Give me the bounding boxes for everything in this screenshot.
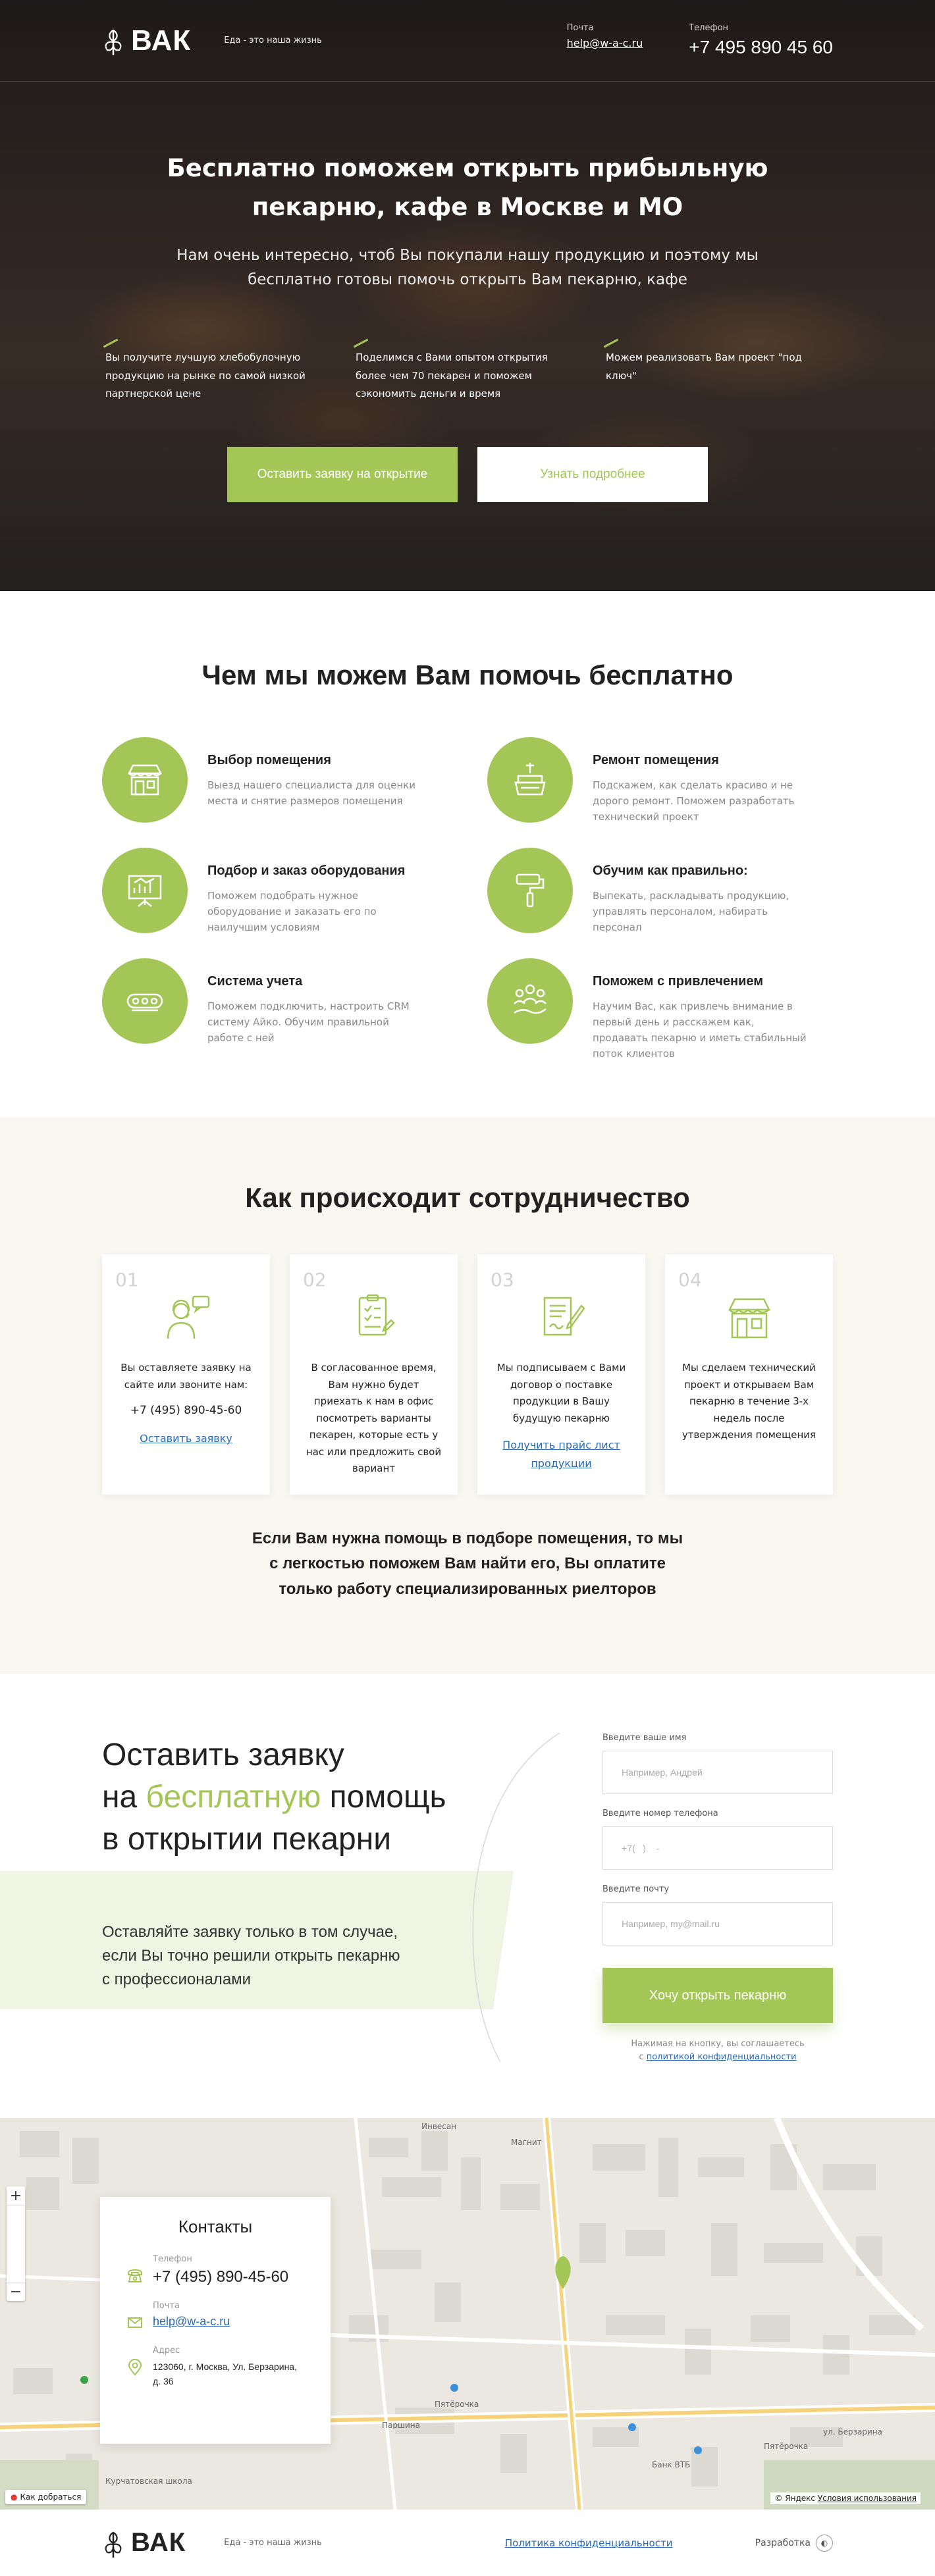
contract-icon	[535, 1291, 588, 1344]
map-label: Пятёрочка	[435, 2400, 479, 2409]
step-text: Мы подписываем с Вами договор о поставке продукции в Вашу будущую пекарню	[496, 1362, 626, 1424]
envelope-icon	[126, 2314, 144, 2331]
privacy-policy-link[interactable]: политикой конфиденциальности	[646, 2051, 797, 2062]
checklist-icon	[348, 1291, 400, 1344]
help-item-text: Поможем подобрать нужное оборудование и заказать его по наилучшим условиям	[207, 890, 377, 933]
step-card	[290, 1254, 458, 1495]
consent-prefix: с	[639, 2051, 647, 2062]
contact-phone-row	[126, 2254, 304, 2286]
help-grid	[102, 737, 833, 1060]
help-item-text: Выпекать, раскладывать продукцию, управлять персоналом, набирать персонал	[593, 890, 789, 933]
header-phone[interactable]: +7 495 890 45 60	[689, 37, 833, 57]
paint-tray-icon	[487, 737, 573, 823]
form-description	[102, 1920, 400, 1992]
request-form	[602, 1733, 833, 2063]
cooperation-section	[0, 1118, 935, 1674]
email-label: Почта	[566, 23, 594, 33]
operator-icon	[160, 1291, 213, 1344]
decorative-curve	[448, 1726, 566, 2069]
contact-address-label: Адрес	[153, 2346, 180, 2356]
email-input[interactable]	[602, 1902, 833, 1945]
hero-title	[0, 149, 935, 226]
contact-email-row	[126, 2301, 304, 2331]
hero-subtitle	[0, 244, 935, 292]
hero-subtitle-line: Нам очень интересно, чтоб Вы покупали нашу продукцию и поэтому мы	[176, 247, 759, 265]
hero-title-line: Бесплатно поможем открыть прибыльную	[167, 154, 768, 182]
help-item-text: Подскажем, как сделать красиво и не дорого ремонт. Поможем разработать технический проект	[593, 779, 795, 823]
hero-feature: Поделимся с Вами опытом открытия более чем 70 пекарен и поможем сэкономить деньги и время	[356, 337, 579, 403]
form-title	[102, 1734, 446, 1860]
help-item	[487, 848, 833, 933]
name-label: Введите ваше имя	[602, 1733, 687, 1743]
help-item-title: Ремонт помещения	[593, 753, 719, 767]
map-label: Пятёрочка	[764, 2442, 809, 2451]
header-email-link[interactable]: help@w-a-c.ru	[566, 37, 643, 49]
footer	[0, 2510, 935, 2576]
hero-section	[0, 0, 935, 591]
note-line: только работу специализированных риелторов	[279, 1580, 656, 1598]
cash-stack-icon	[102, 958, 188, 1044]
contact-phone[interactable]: +7 (495) 890-45-60	[153, 2268, 289, 2286]
hero-title-line: пекарню, кафе в Москве и МО	[252, 193, 683, 222]
footer-logo-text: ВАК	[131, 2528, 186, 2557]
footer-policy-link[interactable]: Политика конфиденциальности	[504, 2537, 673, 2549]
form-desc-line: если Вы точно решили открыть пекарню	[102, 1947, 400, 1965]
phone-input[interactable]	[602, 1826, 833, 1870]
step-card	[477, 1254, 645, 1495]
developer-credit[interactable]	[755, 2535, 833, 2552]
steps-list	[102, 1254, 833, 1495]
apply-opening-button[interactable]: Оставить заявку на открытие	[227, 447, 458, 502]
email-label: Введите почту	[602, 1884, 670, 1894]
learn-more-button[interactable]: Узнать подробнее	[477, 447, 708, 502]
map-section[interactable]	[0, 2118, 935, 2510]
help-item	[102, 848, 448, 933]
map-label: ул. Берзарина	[823, 2427, 882, 2436]
consent-text: Нажимая на кнопку, вы соглашаетесь	[631, 2039, 805, 2049]
step-text: В согласованное время, Вам нужно будет приехать к нам в офис посмотреть варианты пекарен, которые есть у нас или предложить свой вариант	[306, 1362, 442, 1474]
location-pin-icon	[126, 2359, 144, 2376]
wheat-logo-icon	[102, 2527, 124, 2559]
phone-label: Введите номер телефона	[602, 1809, 718, 1818]
step-number: 01	[115, 1269, 139, 1291]
help-item-text: Поможем подключить, настроить CRM систему Айко. Обучим правильной работе с ней	[207, 1000, 410, 1044]
cooperation-title: Как происходит сотрудничество	[245, 1182, 690, 1213]
storefront-icon	[723, 1291, 776, 1344]
map-zoom-control[interactable]	[7, 2186, 25, 2301]
help-item	[102, 958, 448, 1044]
map-label: Банк ВТБ	[652, 2460, 691, 2469]
hero-feature: Вы получите лучшую хлебобулочную продукцию на рынке по самой низкой партнерской цене	[105, 337, 329, 403]
request-form-section	[0, 1674, 935, 2118]
hero-buttons	[0, 447, 935, 502]
hero-features	[0, 337, 935, 403]
step-number: 03	[491, 1269, 514, 1291]
route-button[interactable]	[5, 2490, 86, 2504]
form-desc-line: Оставляйте заявку только в том случае,	[102, 1923, 398, 1941]
developer-logo-icon: ◐	[816, 2535, 833, 2552]
map-label: Магнит	[511, 2138, 542, 2147]
form-desc-line: с профессионалами	[102, 1971, 252, 1988]
map-copyright-text: © Яндекс	[774, 2494, 815, 2503]
chart-board-icon	[102, 848, 188, 933]
contact-phone-label: Телефон	[153, 2254, 192, 2264]
form-title-line: в открытии пекарни	[102, 1821, 392, 1857]
help-item	[487, 958, 833, 1060]
note-line: с легкостью поможем Вам найти его, Вы оплатите	[269, 1555, 666, 1573]
note-line: Если Вам нужна помощь в подборе помещения, то мы	[252, 1530, 683, 1547]
map-label: Курчатовская школа	[105, 2477, 192, 2486]
phone-label: Телефон	[689, 23, 729, 33]
contacts-card	[100, 2197, 331, 2444]
form-title-highlight: бесплатную	[146, 1779, 321, 1815]
form-title-line: Оставить заявку	[102, 1738, 344, 1772]
form-title-prefix: на	[102, 1779, 146, 1815]
step-number: 04	[678, 1269, 702, 1291]
help-item-title: Подбор и заказ оборудования	[207, 863, 406, 878]
submit-button[interactable]: Хочу открыть пекарню	[602, 1968, 833, 2023]
consent-note	[602, 2038, 833, 2063]
contact-email-link[interactable]: help@w-a-c.ru	[153, 2315, 230, 2328]
step-card	[665, 1254, 833, 1495]
logo-text: ВАК	[131, 24, 192, 57]
developer-label: Разработка	[755, 2537, 811, 2548]
shop-icon	[102, 737, 188, 823]
step-card	[102, 1254, 270, 1495]
help-item-text: Научим Вас, как привлечь внимание в первый день и расскажем как, продавать пекарню и иметь стабильный поток клиентов	[593, 1000, 807, 1060]
zoom-slider[interactable]	[7, 2205, 25, 2282]
help-item-title: Поможем с привлечением	[593, 974, 764, 989]
route-button-label: Как добраться	[20, 2492, 82, 2502]
slogan: Еда - это наша жизнь	[224, 36, 322, 45]
map-label: Инвесан	[421, 2122, 457, 2131]
team-hand-icon	[487, 958, 573, 1044]
zoom-out-button[interactable]: −	[9, 2283, 22, 2300]
zoom-in-button[interactable]: +	[9, 2187, 22, 2204]
help-item-title: Выбор помещения	[207, 753, 331, 767]
footer-slogan: Еда - это наша жизнь	[224, 2538, 322, 2548]
logo[interactable]	[102, 24, 191, 57]
name-input[interactable]	[602, 1751, 833, 1794]
step-text: Вы оставляете заявку на сайте или звоните нам:	[120, 1362, 252, 1391]
form-title-suffix: помощь	[321, 1779, 446, 1815]
help-item-title: Обучим как правильно:	[593, 863, 748, 878]
hero-subtitle-line: бесплатно готовы помочь открыть Вам пекарню, кафе	[248, 271, 687, 289]
map-label: Паршина	[382, 2421, 420, 2430]
paint-roller-icon	[487, 848, 573, 933]
cooperation-note	[0, 1526, 935, 1602]
contact-address: 123060, г. Москва, Ул. Берзарина, д. 36	[153, 2361, 297, 2387]
header-contacts	[567, 23, 833, 58]
contact-address-row	[126, 2346, 304, 2389]
phone-icon	[126, 2267, 144, 2284]
wheat-logo-icon	[102, 25, 124, 57]
help-item-title: Система учета	[207, 974, 303, 989]
help-section	[0, 591, 935, 1118]
help-item	[487, 737, 833, 823]
route-pin-icon: ●	[11, 2492, 18, 2502]
contact-email-label: Почта	[153, 2301, 180, 2311]
map-copyright	[770, 2492, 921, 2504]
help-item-text: Выезд нашего специалиста для оценки места и снятие размеров помещения	[207, 779, 415, 807]
price-list-link[interactable]: Получить прайс лист продукции	[502, 1439, 620, 1470]
hero-feature: Можем реализовать Вам проект "под ключ"	[606, 337, 830, 403]
help-item	[102, 737, 448, 823]
contacts-title: Контакты	[178, 2217, 253, 2236]
map-terms-link[interactable]: Условия использования	[817, 2494, 917, 2503]
footer-logo[interactable]	[102, 2527, 186, 2559]
step-phone[interactable]: +7 (495) 890-45-60	[130, 1404, 242, 1417]
step-number: 02	[303, 1269, 327, 1291]
header	[0, 0, 935, 82]
step-text: Мы сделаем технический проект и открываем Вам пекарню в течение 3-х недель после утверждения помещения	[681, 1362, 816, 1441]
help-title: Чем мы можем Вам помочь бесплатно	[201, 659, 734, 690]
leave-request-link[interactable]: Оставить заявку	[140, 1431, 232, 1445]
